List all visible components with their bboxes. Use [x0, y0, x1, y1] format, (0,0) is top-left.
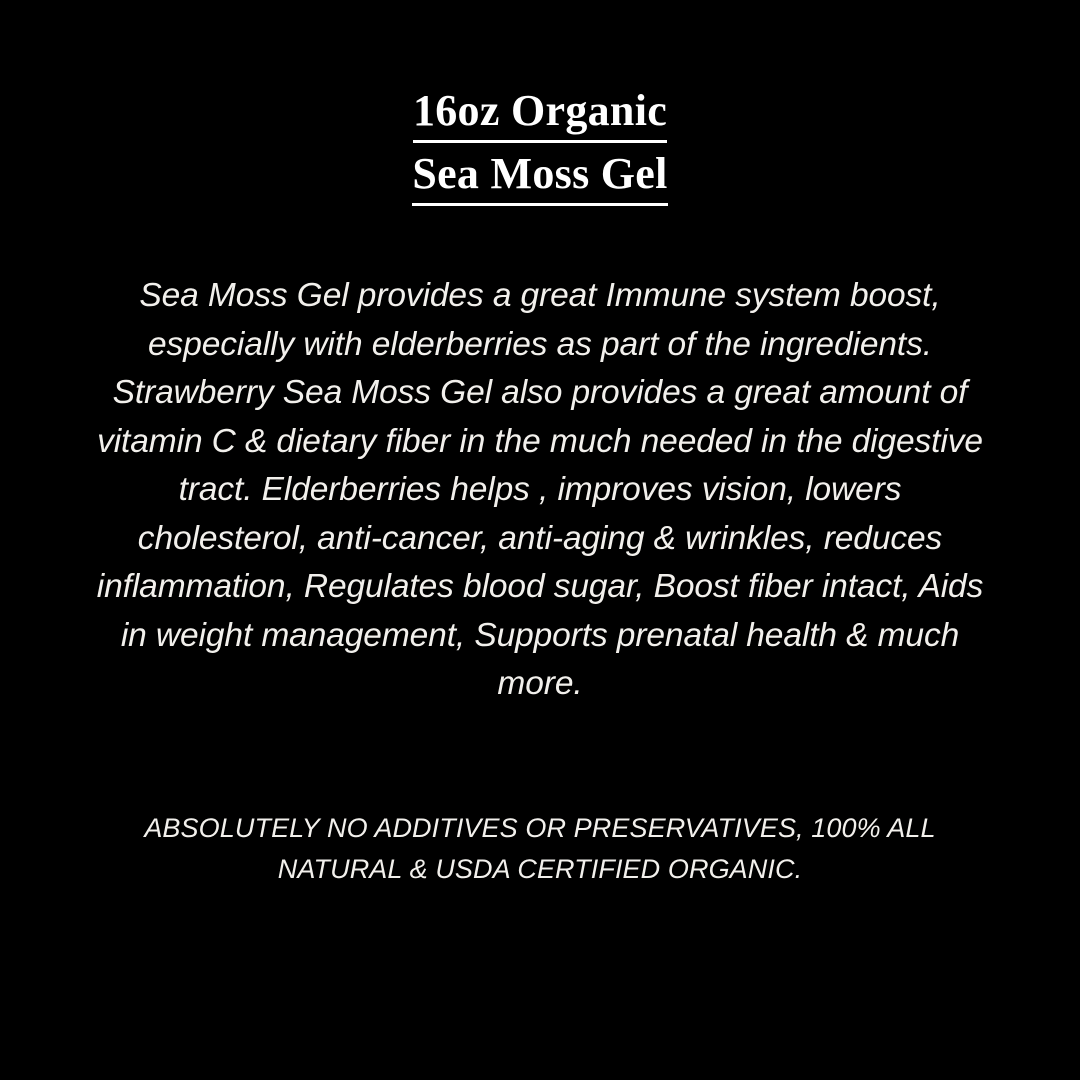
page-title [0, 82, 1080, 206]
disclaimer-text: ABSOLUTELY NO ADDITIVES OR PRESERVATIVES, 100% ALL NATURAL & USDA CERTIFIED ORGANIC. [144, 813, 936, 884]
title-line-2: Sea Moss Gel [412, 145, 667, 206]
description-text: Sea Moss Gel provides a great Immune system boost, especially with elderberries as part of the ingredients. Strawberry Sea Moss Gel also provides a great amount of vitamin C & dietary fiber in the much needed in the digestive tract. Elderberries helps , improves vision, lowers cholesterol, anti-cancer, anti-aging & wrinkles, reduces inflammation, Regulates blood sugar, Boost fiber intact, Aids in weight management, Supports prenatal health & much more. [96, 277, 984, 702]
title-line-1: 16oz Organic [413, 82, 667, 143]
disclaimer-block [95, 808, 985, 890]
description-block [95, 272, 985, 709]
